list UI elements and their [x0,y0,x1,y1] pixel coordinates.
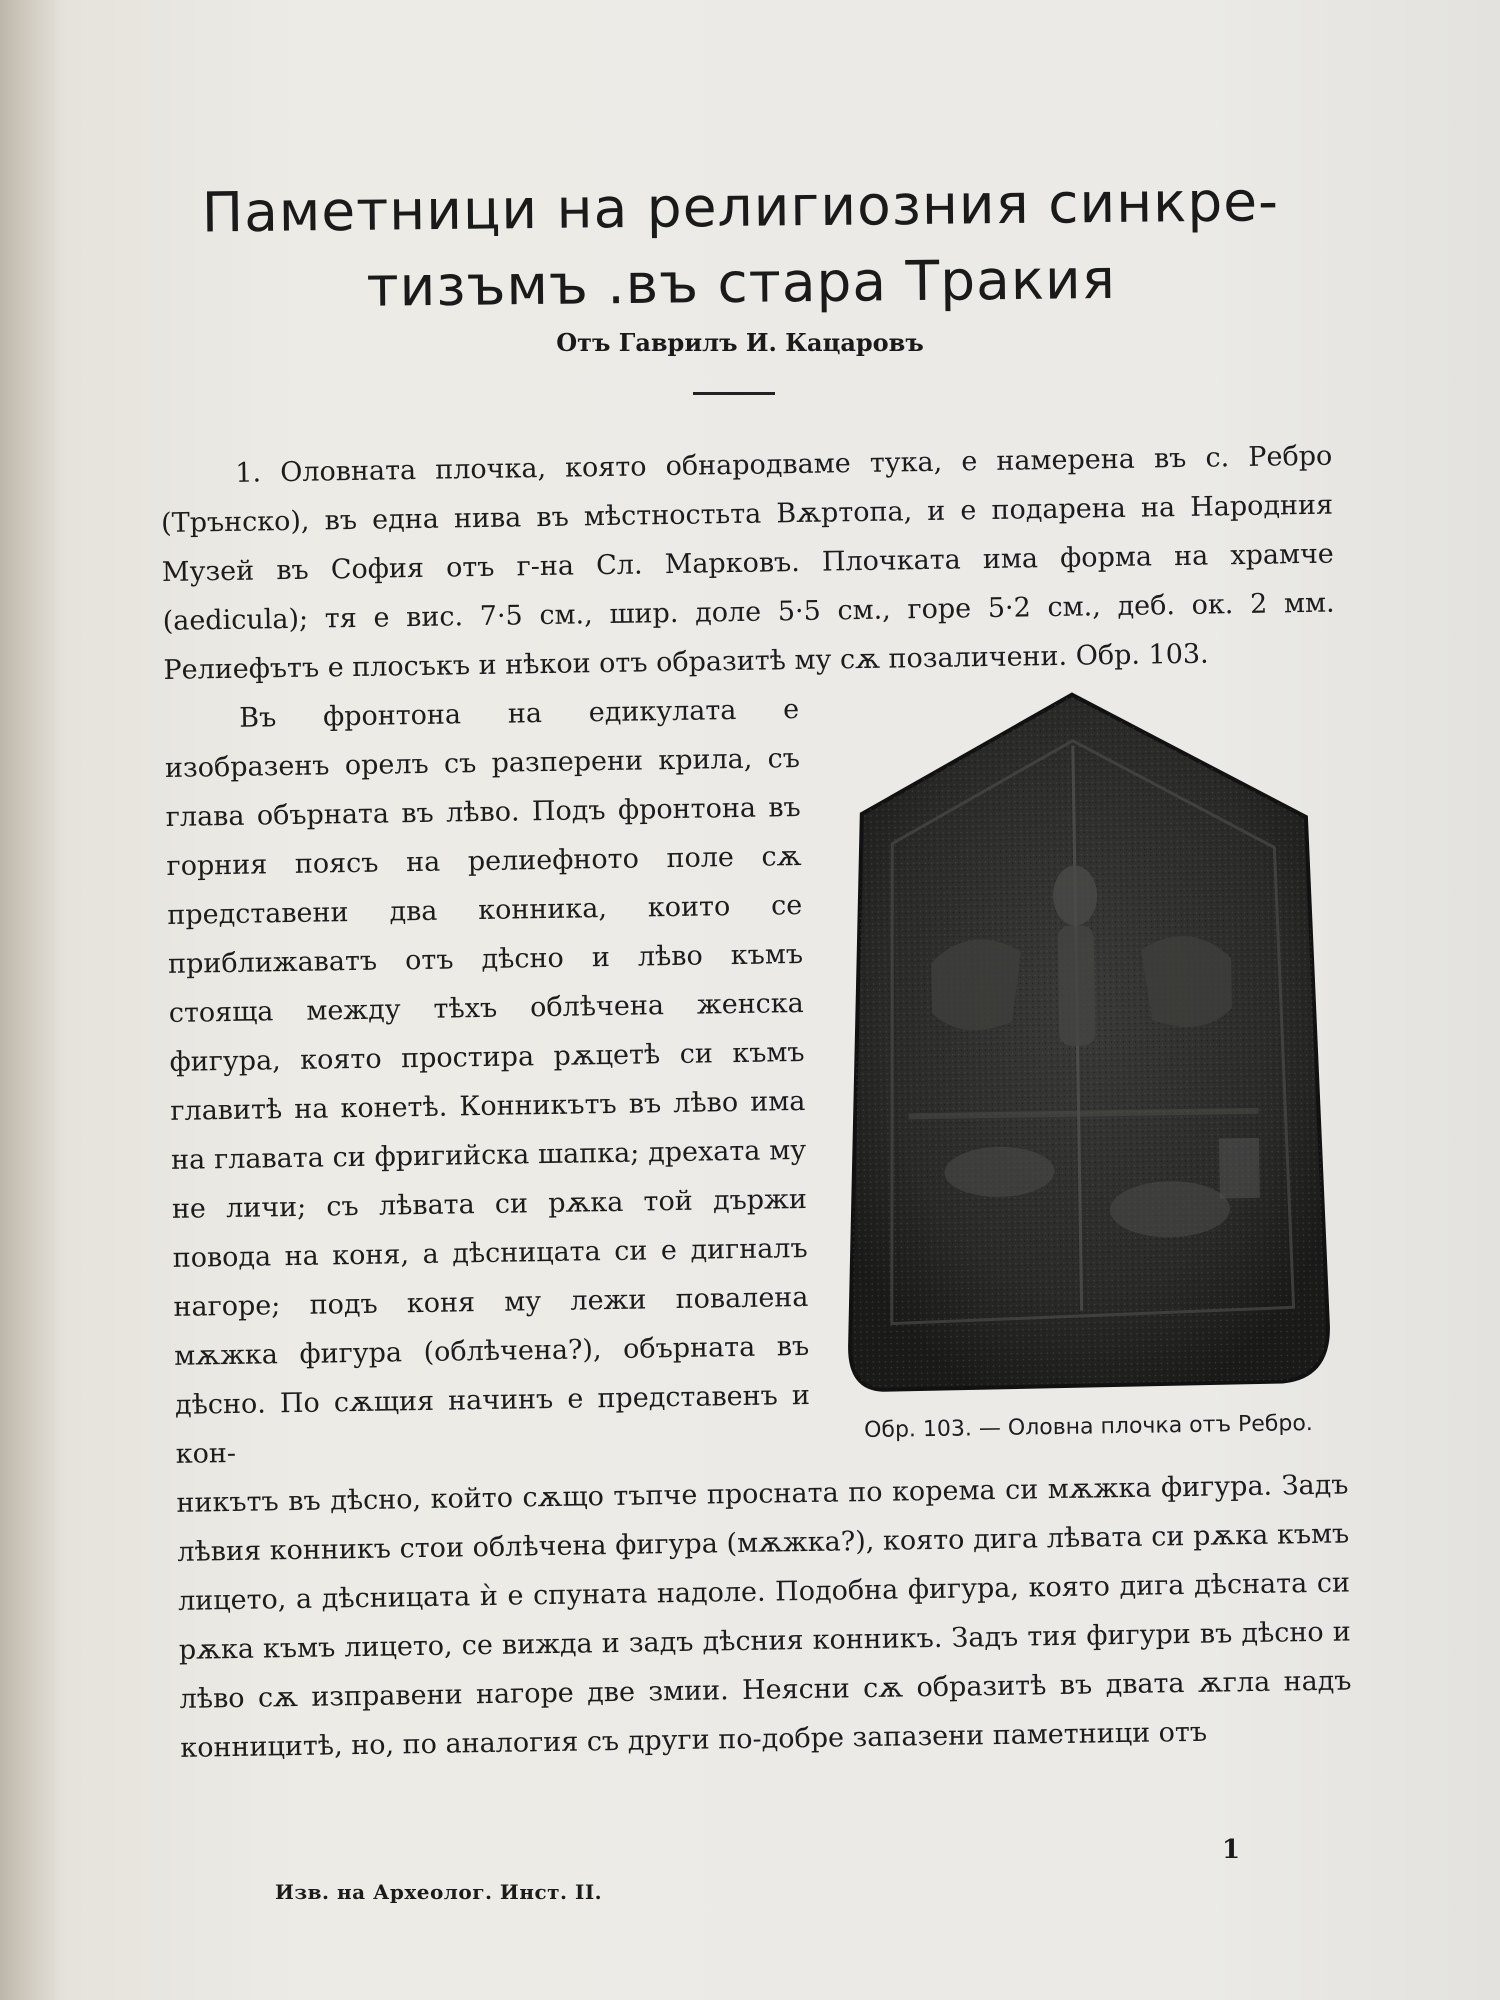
article-body [160,432,1353,1773]
figure-103 [832,687,1334,1455]
paragraph-2-continued: никътъ въ дѣсно, който сѫщо тъпче просната по корема си мѫжка фигура. Задъ лѣвия конникъ стои облѣчена фигура (мѫжка?), която дига лѣвата си рѫка къмъ лицето, а дѣсницата ѝ е спуната надоле. Подобна фигура, която дига дѣсната си рѫка къмъ лицето, се вижда и задъ дѣсния конникъ. Задъ тия фигури въ дѣсно и лѣво сѫ изправени нагоре две змии. Неясни сѫ образитѣ въ двата ѫгла надъ конницитѣ, но, по аналогия съ други по-добре запазени паметници отъ [176,1469,1352,1764]
paragraph-2-wrapped: Въ фронтона на едикулата е изобразенъ орелъ съ разперени крила, съ глава обърната въ лѣво. Подъ фронтона въ горния поясъ на релиефното поле сѫ представени два конника, които се приближаватъ отъ дѣсно и лѣво къмъ стояща между тѣхъ облѣчена женска фигура, която простира рѫцетѣ си къмъ главитѣ на конетѣ. Конникътъ въ лѣво има на главата си фригийска шапка; дрехата му не личи; съ лѣвата си рѫка той държи повода на коня, а дѣсницата си е дигналъ нагоре; подъ коня му лежи повалена мѫжка фигура (облѣчена?), обърната въ дѣсно. По сѫщия начинъ е представенъ и кон- [164,693,811,1470]
title-divider [693,392,775,395]
journal-footer: Изв. на Археолог. Инст. II. [275,1880,603,1904]
figure-caption: Обр. 103. — Оловна плочка отъ Ребро. [863,1411,1313,1444]
book-spine-shadow [0,0,60,2000]
paragraph-1: 1. Оловната плочка, която обнародваме тука, е намерена въ с. Ребро (Трънско), въ една нива въ мѣстностьта Вѫртопа, и е подарена на Народния Музей въ София отъ г-на Сл. Марковъ. Плочката има форма на храмче (aedicula); тя е вис. 7·5 см., шир. доле 5·5 см., горе 5·2 см., деб. ок. 2 мм. Релиефътъ е плосъкъ и нѣкои отъ образитѣ му сѫ позаличени. Обр. 103. [160,440,1335,686]
title-line-2: тизъмъ .въ стара Тракия [366,246,1117,319]
title-line-1: Паметници на религиозния синкре- [201,169,1280,245]
lead-plaque-relief-image [832,687,1333,1395]
article-title [150,163,1332,327]
author-line: Отъ Гаврилъ И. Кацаровъ [556,328,924,357]
wrapped-section [164,677,1348,1479]
page-number: 1 [1222,1835,1241,1865]
